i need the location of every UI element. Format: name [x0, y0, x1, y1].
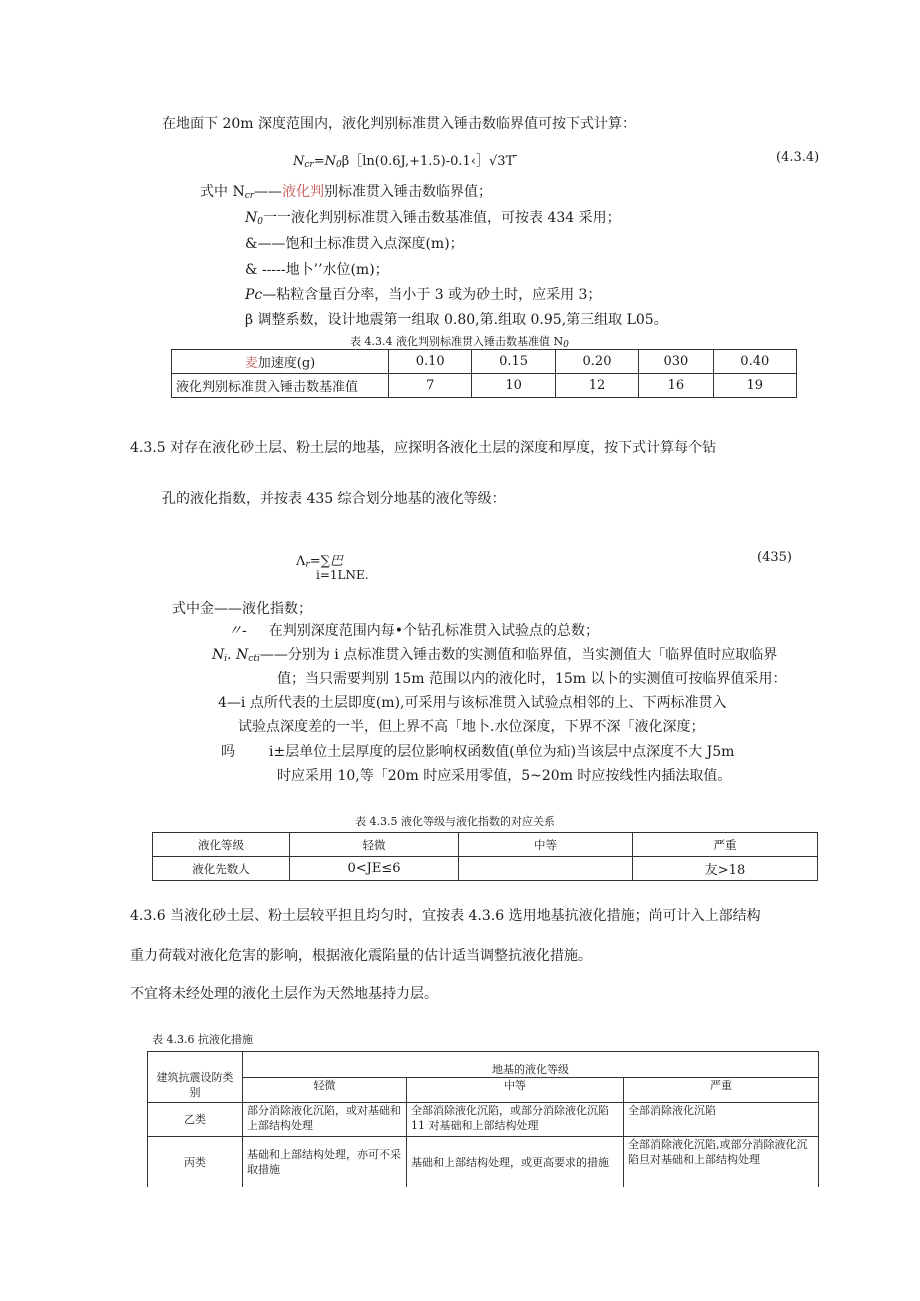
eq-sub: cr — [304, 160, 314, 170]
where-line-1 — [200, 181, 492, 201]
caption-sub: 0 — [563, 340, 569, 350]
table-row — [148, 1103, 819, 1137]
where-var: N — [212, 647, 225, 663]
table-436-caption: 表 4.3.6 抗液化措施 — [152, 1033, 253, 1046]
where-dash: —— — [254, 184, 283, 200]
sec-436-line-3: 不宜将未经处理的液化土层作为天然地基持力层。 — [130, 986, 438, 1002]
table-row — [148, 1052, 819, 1078]
sec-436-line-2: 重力荷载对液化危害的影响，根据液化震陷量的估计适当调整抗液化措施。 — [130, 948, 592, 964]
table-cell: 16 — [639, 374, 713, 398]
table-cell: 基础和上部结构处理，或更高要求的措施 — [407, 1137, 624, 1188]
where-line-3: &——饱和土标准贯入点深度(m)； — [245, 236, 464, 252]
where-prefix: 式中 N — [200, 184, 245, 200]
table-cell: 液化判别标准贯入锤击数基准值 — [172, 374, 389, 398]
where435-line-4: 值；当只需要判别 15m 范围以内的液化时，15m 以卜的实测值可按临界值采用： — [277, 671, 787, 687]
eq-var: Λ — [296, 554, 306, 569]
eq-body: β［ln(0.6J,+1.5)-0.1‹］√3T ̄ — [341, 154, 519, 169]
table-row — [148, 1078, 819, 1103]
table-cell: 0.40 — [713, 350, 796, 374]
table-cell: 0.20 — [555, 350, 638, 374]
table-cell: 轻微 — [243, 1078, 407, 1103]
table-row — [172, 374, 797, 398]
table-cell: 全部消除液化沉陷,或部分消除液化沉陷旦对基础和上部结构处理 — [624, 1137, 819, 1188]
eq-sub: 0 — [336, 160, 342, 170]
where-var: Pc — [245, 287, 263, 303]
table-row — [153, 833, 818, 857]
table-435 — [152, 832, 818, 881]
table-cell: 乙类 — [148, 1103, 243, 1137]
cell-red: 麦 — [244, 356, 258, 371]
where-var: . N — [227, 647, 249, 663]
table-cell — [459, 857, 633, 881]
table-cell — [172, 350, 389, 374]
table-cell: 0.15 — [472, 350, 555, 374]
sec-435-line-1: 4.3.5 对存在液化砂土层、粉土层的地基，应探明各液化土层的深度和厚度，按下式计算每个钻 — [130, 440, 717, 456]
table-cell: 0<JE≤6 — [290, 857, 459, 881]
table-cell: 030 — [639, 350, 713, 374]
table-cell: 中等 — [459, 833, 633, 857]
cell-text: 加速度(g) — [257, 356, 316, 371]
where-red-text: 液化判 — [282, 184, 325, 200]
table-cell: 全部消除液化沉陷 — [624, 1103, 819, 1137]
where435-line-1: 式中金——液化指数； — [172, 601, 312, 617]
equation-435-below: i=1LNE. — [316, 568, 369, 582]
intro-text: 在地面下 20m 深度范围内，液化判别标准贯入锤击数临界值可按下式计算： — [162, 116, 636, 132]
table-cell: 液化先数人 — [153, 857, 290, 881]
eq-var: =N — [313, 154, 336, 169]
table-cell: 全部消除液化沉陷，或部分消除液化沉陷 11 对基础和上部结构处理 — [407, 1103, 624, 1137]
sec-436-line-1: 4.3.6 当液化砂土层、粉土层较平担且均匀时，宜按表 4.3.6 选用地基抗液化措施；尚可计入上部结构 — [130, 908, 761, 924]
table-cell: 12 — [555, 374, 638, 398]
table-cell: 严重 — [633, 833, 818, 857]
table-cell: 友>18 — [633, 857, 818, 881]
eq-var: N — [293, 154, 305, 169]
where-var: N — [245, 210, 258, 226]
equation-number-434: (4.3.4) — [776, 150, 820, 165]
where-rest: ——分别为 i 点标准贯入锤击数的实测值和临界值，当实测值大「临界值时应取临界 — [259, 647, 778, 663]
where-rest: 一一液化判别标准贯入锤击数基准值，可按表 434 采用； — [262, 210, 621, 226]
table-cell: 液化等级 — [153, 833, 290, 857]
where-sub: 0 — [257, 217, 263, 227]
table-cell: 中等 — [407, 1078, 624, 1103]
table-cell: 地基的液化等级 — [243, 1052, 819, 1078]
where-line-2 — [245, 207, 621, 227]
table-row — [172, 350, 797, 374]
table-row — [148, 1137, 819, 1188]
where435-line-7 — [221, 741, 734, 761]
table-435-caption: 表 4.3.5 液化等级与液化指数的对应关系 — [355, 815, 555, 828]
where435-line-2 — [228, 620, 599, 640]
where-line-5 — [245, 284, 601, 304]
eq-body: =∑巴 — [309, 554, 343, 569]
where435-line-3 — [212, 644, 777, 664]
table-cell: 0.10 — [389, 350, 472, 374]
table-cell: 严重 — [624, 1078, 819, 1103]
where435-line-8: 时应采用 10,等「20m 时应采用零值，5~20m 时应按线性内插法取值。 — [277, 768, 732, 784]
where-var: 〃- — [228, 623, 247, 639]
sec-435-line-2: 孔的液化指数，并按表 435 综合划分地基的液化等级： — [162, 491, 506, 507]
table-cell: 部分消除液化沉陷，或对基础和上部结构处理 — [243, 1103, 407, 1137]
equation-435 — [296, 550, 343, 570]
caption-text: 表 4.3.4 液化判别标准贯入锤击数基准值 N — [350, 335, 564, 348]
table-cell: 基础和上部结构处理，亦可不采取措施 — [243, 1137, 407, 1188]
where-sub: i — [224, 654, 228, 664]
table-434-caption — [350, 333, 569, 350]
table-row — [153, 857, 818, 881]
where-var: 吗 — [221, 744, 235, 760]
where435-line-6: 试验点深度差的一半，但上界不高「地卜.水位深度，下界不深「液化深度； — [238, 719, 705, 735]
where-sub: cti — [248, 654, 260, 664]
where-line-6: β 调整系数，设计地震第一组取 0.80,第.组取 0.95,第三组取 L05。 — [245, 312, 668, 328]
where435-line-5: 4—i 点所代表的土层即度(m),可采用与该标准贯入试验点相邻的上、下两标准贯入 — [218, 695, 727, 711]
table-436 — [147, 1051, 819, 1187]
where-rest: —粘粒含量百分率，当小于 3 或为砂土时，应采用 3； — [262, 287, 602, 303]
table-434 — [171, 349, 797, 398]
equation-434 — [293, 150, 518, 170]
table-cell: 19 — [713, 374, 796, 398]
where-rest: 在判别深度范围内每•个钻孔标准贯入试验点的总数； — [268, 623, 599, 639]
where-line-4: & -----地卜’’水位(m)； — [245, 262, 389, 278]
where-rest: i±层单位土层厚度的层位影响权函数值(单位为疝)当该层中点深度不大 J5m — [269, 744, 735, 760]
table-cell: 建筑抗震设防类别 — [148, 1052, 243, 1103]
table-cell: 7 — [389, 374, 472, 398]
table-cell: 轻微 — [290, 833, 459, 857]
table-cell: 10 — [472, 374, 555, 398]
where-rest: 别标准贯入锤击数临界值； — [324, 184, 493, 200]
equation-number-435: (435) — [757, 550, 792, 565]
where-sub: cr — [244, 191, 255, 201]
eq-sub: r — [305, 560, 310, 570]
table-cell: 丙类 — [148, 1137, 243, 1188]
